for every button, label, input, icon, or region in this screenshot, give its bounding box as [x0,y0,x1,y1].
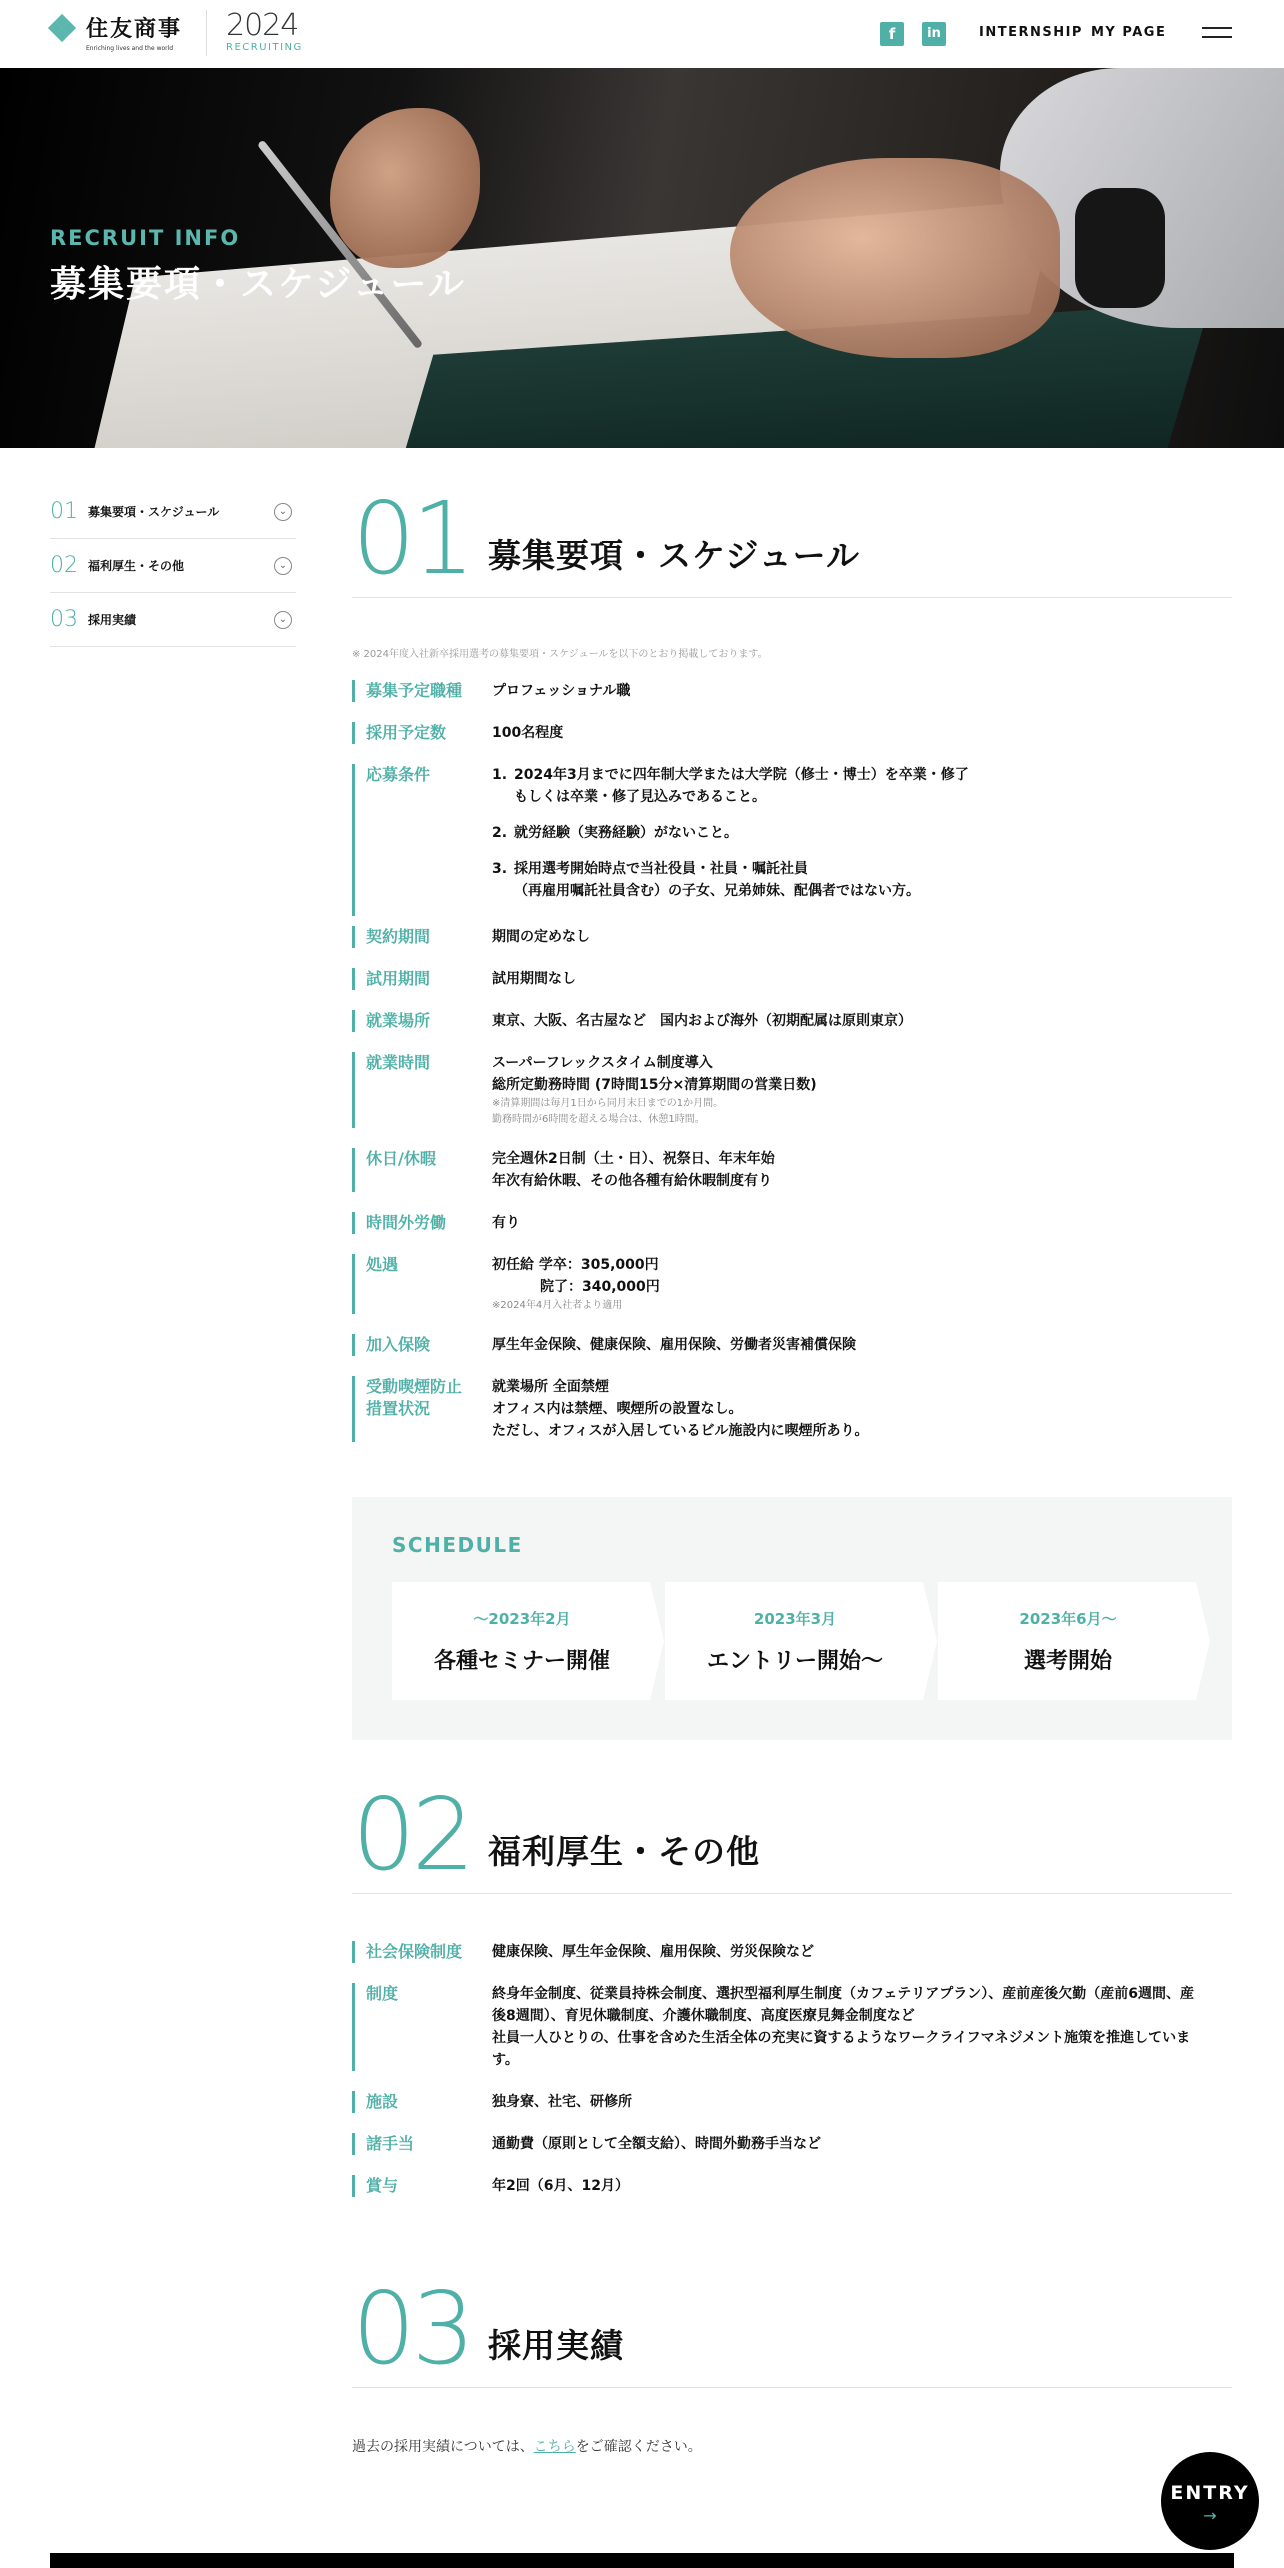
requirement-value: 試用期間なし [492,971,576,987]
hero-subtitle: RECRUIT INFO [50,226,241,250]
section-nav-item-welfare[interactable] [50,539,296,593]
requirement-value: 有り [492,1215,520,1231]
results-link[interactable]: こちら [533,2439,576,2455]
requirement-label: 休日/休暇 [352,1148,492,1192]
schedule-title: SCHEDULE [392,1533,523,1557]
requirement-label-line: 受動喫煙防止 [366,1377,463,1396]
condition-item [492,822,1232,844]
requirement-row [352,1212,1232,1234]
schedule-step [392,1582,664,1700]
hero-title: 募集要項・スケジュール [50,264,466,305]
requirement-row [352,764,1232,916]
section-note: ※ 2024年度入社新卒採用選考の募集要項・スケジュールを以下のとおり掲載しております。 [352,649,768,660]
condition-number: 3. [492,861,508,877]
section-nav-item-recruit-info[interactable] [50,485,296,539]
requirement-line: スーパーフレックスタイム制度導入 [492,1055,713,1071]
facebook-icon[interactable]: f [880,22,904,46]
requirement-line: 総所定勤務時間 (7時間15分×清算期間の営業日数) [492,1077,817,1093]
menu-icon[interactable] [1202,27,1232,39]
footer-bar [50,2553,1234,2568]
section-title: 募集要項・スケジュール [488,536,861,575]
entry-label: ENTRY [1170,2482,1250,2504]
logo-divider [206,10,207,56]
requirement-line: 就業場所 全面禁煙 [492,1379,609,1395]
requirement-label: 就業場所 [352,1010,492,1032]
hero-photo-watch [1075,188,1165,308]
welfare-label: 諸手当 [352,2133,492,2155]
requirement-footnote: 勤務時間が6時間を超える場合は、休憩1時間。 [492,1114,705,1125]
chevron-down-icon: ⌄ [274,503,292,521]
welfare-row [352,2133,1232,2155]
welfare-line: 後8週間）、育児休職制度、介護休職制度、高度医療見舞金制度など [492,2008,915,2024]
salary-master: 院了：340,000円 [540,1279,660,1295]
schedule-panel [352,1497,1232,1740]
section-nav-item-results[interactable] [50,593,296,647]
welfare-line: 終身年金制度、従業員持株会制度、選択型福利厚生制度（カフェテリアプラン）、産前産後欠勤（産前6週間、産 [492,1986,1195,2002]
requirement-line: オフィス内は禁煙、喫煙所の設置なし。 [492,1401,743,1417]
recruiting-label: RECRUITING [226,42,303,53]
requirement-value: 厚生年金保険、健康保険、雇用保険、労働者災害補償保険 [492,1337,856,1353]
hero-photo-writing-hand [330,108,480,268]
requirement-line: 年次有給休暇、その他各種有給休暇制度有り [492,1173,772,1189]
section-nav-label: 福利厚生・その他 [88,559,185,573]
requirement-label: 募集予定職種 [352,680,492,702]
logo-name: 住友商事 [86,17,183,42]
site-header [0,0,1284,68]
section-number: 03 [352,2270,472,2387]
welfare-row [352,2175,1232,2197]
condition-text: 採用選考開始時点で当社役員・社員・嘱託社員 [514,861,808,877]
section-01-header [352,480,1232,598]
requirement-label: 応募条件 [352,764,492,916]
condition-number: 2. [492,825,508,841]
results-text [352,2436,702,2456]
requirement-label-line: 措置状況 [366,1399,431,1418]
schedule-step [665,1582,937,1700]
chevron-down-icon: ⌄ [274,557,292,575]
section-nav-number: 02 [50,553,78,578]
section-02-header [352,1776,1232,1894]
company-logo[interactable] [50,12,183,52]
requirement-label [352,1376,492,1442]
condition-text: もしくは卒業・修了見込みであること。 [514,789,766,805]
requirement-value [492,1254,1232,1314]
requirement-line: ただし、オフィスが入居しているビル施設内に喫煙所あり。 [492,1423,869,1439]
requirement-label: 加入保険 [352,1334,492,1356]
welfare-line: 社員一人ひとりの、仕事を含めた生活全体の充実に資するようなワークライフマネジメント施策を推進していま [492,2030,1191,2046]
requirement-value: 期間の定めなし [492,929,590,945]
requirement-row [352,722,1232,744]
requirement-value: プロフェッショナル職 [492,683,631,699]
requirement-row [352,926,1232,948]
linkedin-icon[interactable]: in [922,22,946,46]
section-nav-label: 採用実績 [88,613,137,627]
requirement-value [492,1148,1232,1192]
recruit-requirements-list [352,680,1232,1462]
results-text-before: 過去の採用実績については、 [352,2439,534,2455]
requirement-value: 100名程度 [492,725,564,741]
requirement-value: 東京、大阪、名古屋など 国内および海外（初期配属は原則東京） [492,1013,912,1029]
schedule-step-arrow [392,1582,664,1700]
requirement-row [352,1010,1232,1032]
section-nav-number: 01 [50,499,78,524]
requirement-label: 採用予定数 [352,722,492,744]
results-text-after: をご確認ください。 [575,2439,702,2455]
requirement-label: 契約期間 [352,926,492,948]
schedule-step-arrow [665,1582,937,1700]
schedule-step [938,1582,1210,1700]
section-nav [50,485,296,647]
entry-button[interactable] [1161,2452,1259,2550]
section-03-header [352,2270,1232,2388]
logo-tagline: Enriching lives and the world [86,45,174,52]
nav-mypage[interactable]: MY PAGE [1091,25,1167,40]
section-number: 02 [352,1776,472,1893]
welfare-label: 賞与 [352,2175,492,2197]
logo-mark-icon [50,16,74,40]
welfare-value: 年2回（6月、12月） [492,2178,629,2194]
schedule-step-date: 2023年3月 [753,1610,837,1628]
requirement-row [352,680,1232,702]
condition-text: 就労経験（実務経験）がないこと。 [514,825,738,841]
requirement-label: 処遇 [352,1254,492,1314]
requirement-row [352,1254,1232,1314]
nav-internship[interactable]: INTERNSHIP [979,25,1083,40]
welfare-label: 制度 [352,1983,492,2071]
schedule-step-arrow [938,1582,1210,1700]
welfare-value [492,1983,1232,2071]
requirement-footnote: ※清算期間は毎月1日から同月末日までの1か月間。 [492,1098,724,1109]
salary-bachelor: 初任給 学卒：305,000円 [492,1257,659,1273]
section-nav-label: 募集要項・スケジュール [88,505,220,519]
welfare-row [352,2091,1232,2113]
recruit-year: 2024 [226,8,299,43]
section-number: 01 [352,480,472,597]
welfare-row [352,1941,1232,1963]
section-nav-number: 03 [50,607,78,632]
welfare-label: 社会保険制度 [352,1941,492,1963]
requirement-label: 時間外労働 [352,1212,492,1234]
welfare-value: 通勤費（原則として全額支給）、時間外勤務手当など [492,2136,821,2152]
condition-item [492,764,1232,808]
condition-item [492,858,1232,902]
requirement-row [352,1334,1232,1356]
section-title: 採用実績 [488,2326,624,2365]
schedule-step-date: 2023年6月～ [1019,1610,1117,1628]
requirement-row [352,1052,1232,1128]
requirement-label: 試用期間 [352,968,492,990]
condition-text: （再雇用嘱託社員含む）の子女、兄弟姉妹、配偶者ではない方。 [514,883,920,899]
welfare-line: す。 [492,2052,519,2068]
section-title: 福利厚生・その他 [488,1832,760,1871]
welfare-row [352,1983,1232,2071]
condition-text: 2024年3月までに四年制大学または大学院（修士・博士）を卒業・修了 [514,767,969,783]
welfare-label: 施設 [352,2091,492,2113]
condition-number: 1. [492,767,508,783]
schedule-step-label: 選考開始 [1023,1649,1112,1674]
requirement-value [492,1052,1232,1128]
chevron-down-icon: ⌄ [274,611,292,629]
requirement-footnote: ※2024年4月入社者より適用 [492,1300,623,1311]
requirement-label: 就業時間 [352,1052,492,1128]
requirement-row [352,1148,1232,1192]
schedule-step-date: 〜2023年2月 [473,1610,571,1628]
requirement-value [492,1376,1232,1442]
schedule-step-label: 各種セミナー開催 [433,1649,610,1674]
arrow-right-icon: → [1203,2506,1217,2525]
requirement-line: 完全週休2日制（土・日）、祝祭日、年末年始 [492,1151,775,1167]
requirement-row [352,1376,1232,1442]
schedule-step-label: エントリー開始〜 [706,1649,883,1674]
hero-banner [0,68,1284,448]
welfare-value: 独身寮、社宅、研修所 [492,2094,632,2110]
welfare-value: 健康保険、厚生年金保険、雇用保険、労災保険など [492,1944,814,1960]
requirement-value [492,764,1232,916]
welfare-list [352,1941,1232,2217]
requirement-row [352,968,1232,990]
